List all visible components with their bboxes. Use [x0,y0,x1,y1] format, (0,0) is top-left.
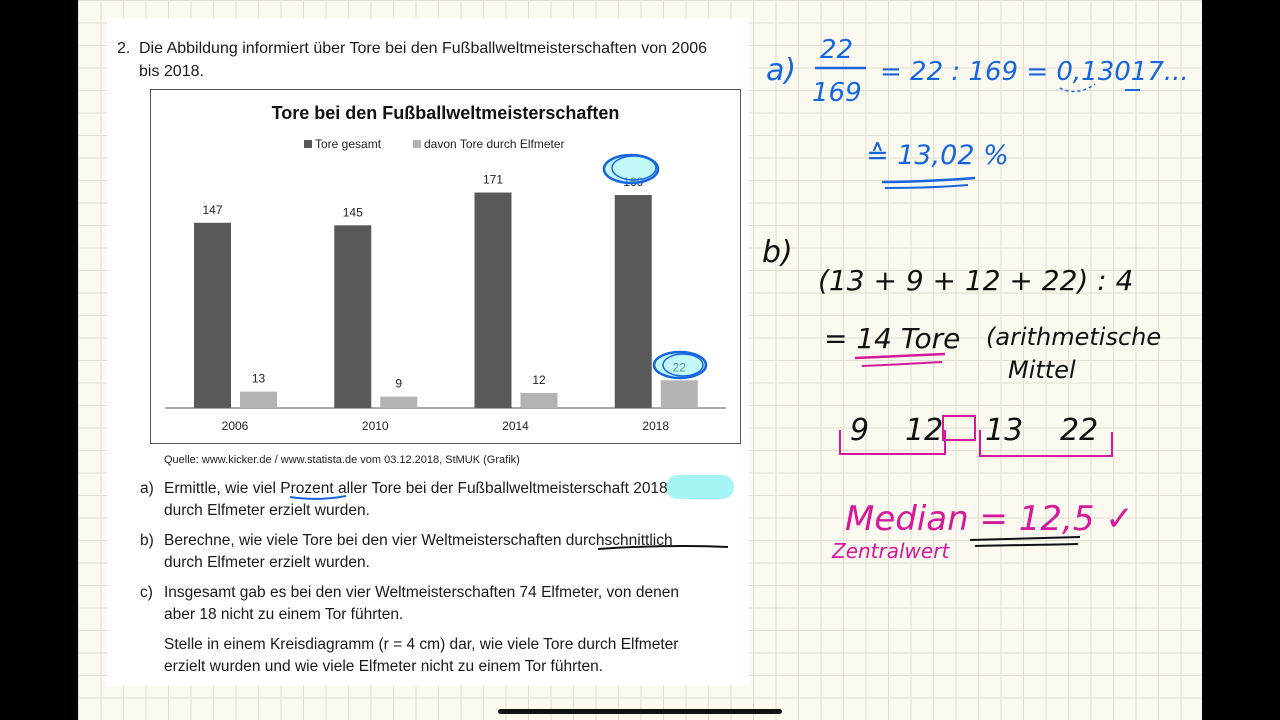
prozent-underline [290,496,346,499]
median-subtitle: Zentralwert [832,539,950,563]
item-text-line: Berechne, wie viele Tore bei den vier Weltmeisterschaften durchschnittlich [164,532,673,549]
item-label: c) [140,584,153,601]
note-a-denominator: 169 [812,78,862,108]
item-text-line: aber 18 nicht zu einem Tor führten. [164,606,404,623]
chart-title: Tore bei den Fußballweltmeisterschaften [271,103,620,123]
data-label: 9 [395,376,403,391]
note-a-numerator: 22 [820,35,854,65]
task-number: 2. [117,40,131,57]
note-b-formula: (13 + 9 + 12 + 22) : 4 [818,264,1134,297]
category-label: 2010 [361,419,389,433]
item-text-line: durch Elfmeter erzielt wurden. [164,502,370,519]
note-a-result: ≙ 13,02 % [866,140,1009,171]
note-b-annotation-2: Mittel [1008,356,1076,384]
data-label: 12 [532,372,546,387]
task-intro-line2: bis 2018. [139,63,204,80]
note-b-result: = 14 Tore [824,322,961,355]
item-text-line: Stelle in einem Kreisdiagramm (r = 4 cm) dar, wie viele Tore durch Elfmeter [164,636,679,653]
category-label: 2014 [502,419,529,433]
note-a-calculation: = 22 : 169 = 0,13017... [880,57,1189,87]
data-label: 147 [202,202,223,217]
category-label: 2018 [642,419,670,433]
item-text-line: erzielt wurden und wie viele Elfmeter nicht zu einem Tor führten. [164,658,604,675]
sorted-value-2: 12 [905,413,944,448]
category-label: 2006 [221,419,249,433]
sorted-value-3: 13 [985,413,1024,448]
note-b-label: b) [762,235,793,270]
item-text-line: durch Elfmeter erzielt wurden. [164,554,370,571]
item-text-line: Ermittle, wie viel Prozent aller Tore bei der Fußballweltmeisterschaft 2018 [164,480,668,497]
durchschnittlich-underline [598,546,728,549]
circle-22 [654,352,706,378]
legend-label: Tore gesamt [315,137,382,151]
data-label: 13 [251,371,266,386]
item-text-line: Insgesamt gab es bei den vier Weltmeisterschaften 74 Elfmeter, von denen [164,584,679,601]
sorted-value-4: 22 [1060,413,1099,448]
data-label: 171 [482,172,504,187]
sorted-value-1: 9 [850,413,870,448]
result-underline [882,178,975,182]
note-b-annotation-1: (arithmetische [986,323,1162,351]
median-result: Median = 12,5 ✓ [845,499,1134,539]
data-label: 145 [342,205,363,220]
task-intro-line1: Die Abbildung informiert über Tore bei den Fußballweltmeisterschaften von 2006 [139,40,708,57]
median-gap-box [943,416,975,440]
item-label: a) [140,480,154,497]
legend-label: davon Tore durch Elfmeter [424,137,565,151]
item-label: b) [140,532,154,549]
chart-source: Quelle: www.kicker.de / www.statista.de vom 03.12.2018, StMUK (Grafik) [164,454,520,466]
home-indicator[interactable] [498,709,782,714]
note-a-label: a) [766,53,797,88]
